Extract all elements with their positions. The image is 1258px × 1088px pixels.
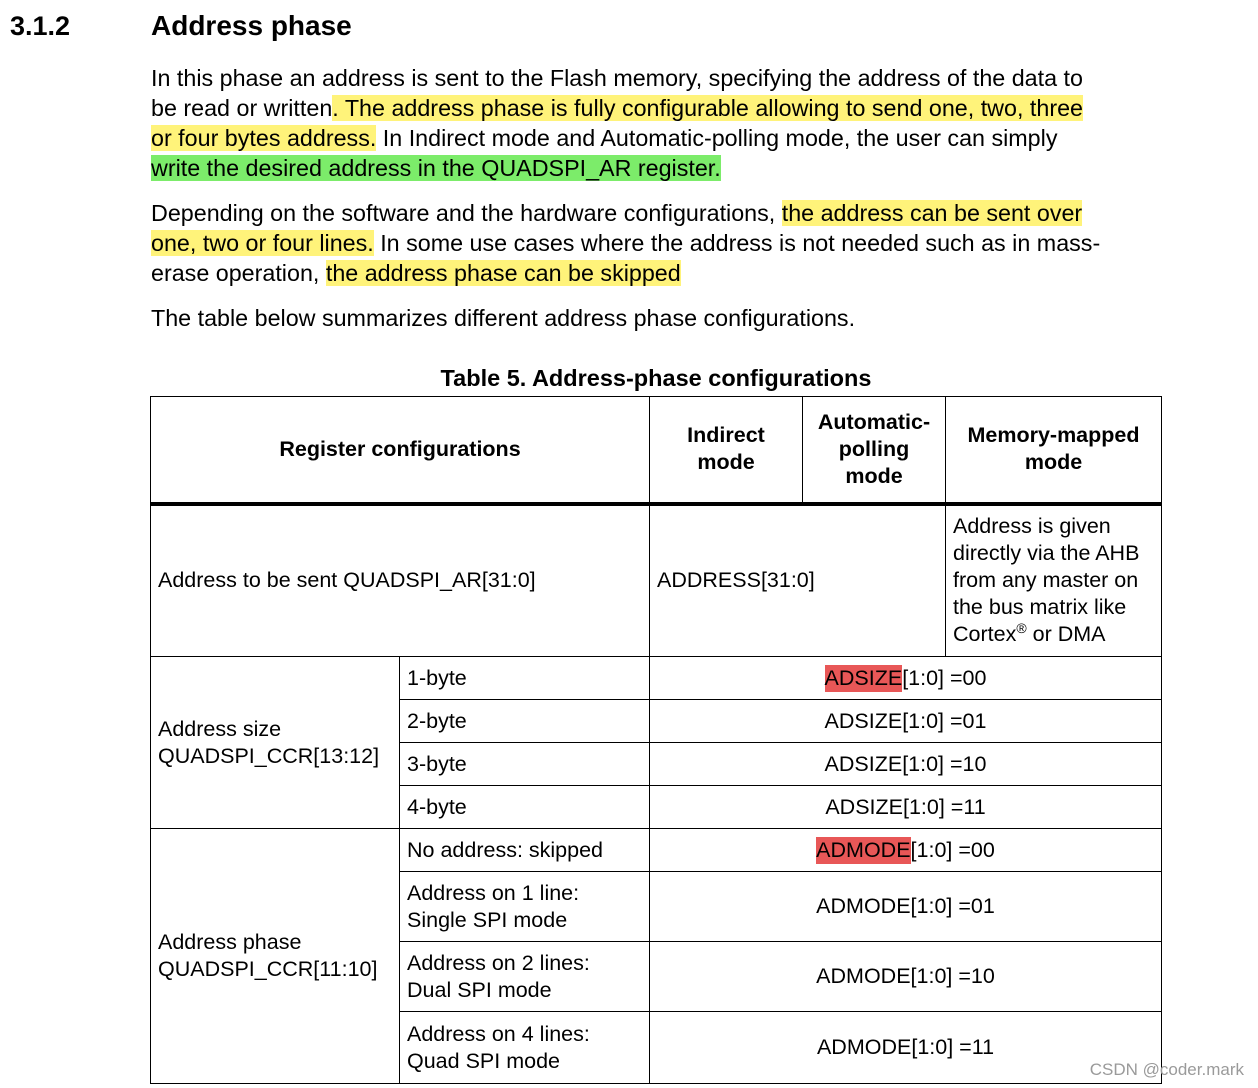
highlight-red: ADMODE [816,837,911,862]
phase-register-value [650,1012,1162,1084]
paragraph-1-line-4 [151,153,1166,183]
register-suffix: [1:0] =00 [910,837,995,862]
plain-text: erase operation, [151,260,326,286]
address-mmap-note [946,504,1162,657]
header-memory-mapped-mode [946,397,1162,504]
register-name: ADSIZE [824,708,903,733]
paragraph-3: The table below summarizes different address phase configurations. [151,305,856,331]
highlight-yellow: one, two or four lines. [151,230,374,256]
register-suffix: [1:0] =11 [911,1035,995,1059]
mmap-note-line: directly via the AHB [953,541,1140,566]
watermark: CSDN @coder.mark [1089,1060,1244,1079]
header-automatic-polling-mode [803,397,946,504]
table-row [151,657,1162,700]
highlight-yellow: the address phase can be skipped [325,260,681,286]
header-mmap-line: Memory-mapped [967,423,1140,448]
register-suffix: [1:0] =00 [902,665,987,690]
highlight-yellow: or four bytes address. [151,125,377,151]
register-suffix: [1:0] =11 [902,794,986,819]
register-suffix: [1:0] =10 [910,964,995,988]
header-indirect-line: mode [697,450,755,475]
mmap-note-line: Address is given [953,514,1111,539]
header-autopoll-line: Automatic- [817,409,931,434]
size-register-value [650,786,1162,829]
mmap-note-line: the bus matrix like [953,595,1127,620]
highlight-green: write the desired address in the QUADSPI_AR register. [151,155,721,181]
plain-text: In some use cases where the address is not needed such as in mass- [373,230,1101,256]
size-register-value [650,743,1162,786]
header-register-configurations: Register configurations [151,397,650,504]
register-name: ADSIZE [824,751,903,776]
header-autopoll-line: polling [838,436,910,461]
table-header-row [151,397,1162,504]
address-size-label [151,657,400,829]
address-phase-table [150,396,1162,1084]
plain-text: Depending on the software and the hardware configurations, [151,200,782,226]
label-line: QUADSPI_CCR[13:12] [158,743,380,768]
address-label: Address to be sent QUADSPI_AR[31:0] [151,504,650,657]
highlight-yellow: . The address phase is fully configurable allowing to send one, two, three [332,95,1083,121]
option-line: Single SPI mode [407,907,568,932]
label-line: Address phase [158,930,302,954]
size-option: 3-byte [400,743,650,786]
size-register-value [650,657,1162,700]
size-option: 1-byte [400,657,650,700]
size-register-value [650,700,1162,743]
phase-register-value [650,942,1162,1012]
mmap-note-line: Cortex [953,622,1017,647]
option-line: Dual SPI mode [407,977,552,1002]
register-name: ADMODE [816,964,911,988]
mmap-note-line: or DMA [1026,622,1106,647]
table-caption: Table 5. Address-phase configurations [440,365,872,391]
table-row [151,829,1162,872]
address-value: ADDRESS[31:0] [650,504,946,657]
option-line: Address on 1 line: [407,880,580,905]
label-line: QUADSPI_CCR[11:10] [158,957,378,981]
header-indirect-mode [650,397,803,504]
header-autopoll-line: mode [845,463,903,488]
paragraph-2-line-2 [151,228,1166,258]
paragraph-1-line-2 [151,93,1166,123]
header-mmap-line: mode [1024,450,1083,475]
option-line: Address on 2 lines: [407,950,590,975]
address-phase-label [151,829,400,1084]
option-line: Address on 4 lines: [407,1021,590,1046]
address-row [151,504,1162,657]
paragraph-1-line-1: In this phase an address is sent to the Flash memory, specifying the address of the data to [151,65,1083,91]
register-suffix: [1:0] =01 [910,894,995,918]
register-suffix: [1:0] =01 [902,708,987,733]
label-line: Address size [158,716,282,741]
size-option: 4-byte [400,786,650,829]
phase-option [400,872,650,942]
registered-mark: ® [1016,620,1027,637]
paragraph-2-line-3 [151,258,1166,288]
register-suffix: [1:0] =10 [902,751,987,776]
register-name: ADMODE [816,894,911,918]
highlight-red: ADSIZE [824,665,903,690]
header-indirect-line: Indirect [687,423,765,448]
phase-register-value [650,872,1162,942]
highlight-yellow: the address can be sent over [781,200,1083,226]
register-name: ADMODE [816,1035,912,1059]
plain-text: In Indirect mode and Automatic-polling mode, the user can simply [376,125,1058,151]
phase-option [400,1012,650,1084]
paragraph-2-line-1 [151,198,1166,228]
section-title: Address phase [151,10,352,41]
size-option: 2-byte [400,700,650,743]
mmap-note-line: from any master on [953,568,1139,593]
plain-text: be read or written [151,95,333,121]
paragraph-1-line-3 [151,123,1166,153]
phase-register-value [650,829,1162,872]
register-name: ADSIZE [825,794,903,819]
section-number: 3.1.2 [10,11,71,41]
phase-option: No address: skipped [400,829,650,872]
option-line: Quad SPI mode [407,1048,560,1073]
phase-option [400,942,650,1012]
